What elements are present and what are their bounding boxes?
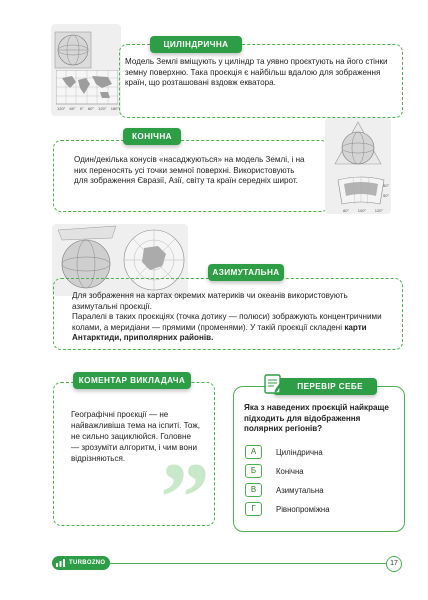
brand-text: TURBOZNO [69, 560, 106, 566]
axis-label: 120° [57, 106, 66, 111]
axis-label: 80° [343, 208, 350, 213]
azimuthal-text [72, 291, 392, 344]
option-letter[interactable]: В [245, 483, 262, 497]
azimuthal-paragraph-1: Для зображення на картах окремих материків чи океанів використовують азимутальні проєкції. [72, 291, 348, 311]
option-letter[interactable]: Г [245, 502, 262, 516]
footer-divider [110, 563, 386, 564]
azimuthal-paragraph-2 [72, 312, 392, 344]
azimuthal-title: АЗИМУТАЛЬНА [208, 264, 284, 281]
world-map-illustration [56, 70, 118, 110]
option-text[interactable]: Азимутальна [276, 486, 324, 495]
globe-cone-illustration [325, 118, 391, 174]
axis-label: 120° [374, 208, 383, 213]
axis-label: 120° [98, 106, 107, 111]
conic-axis [343, 208, 383, 213]
conic-map-illustration [336, 176, 386, 208]
option-text[interactable]: Конічна [276, 467, 304, 476]
teacher-title: КОМЕНТАР ВИКЛАДАЧА [73, 372, 191, 389]
axis-label: 0° [79, 106, 84, 111]
axis-label: 60° [383, 183, 390, 188]
page-number: 17 [386, 556, 402, 572]
conic-side-labels [383, 181, 389, 201]
teacher-text: Географічні проєкції — не найважливіша тема на іспиті. Тож, не сильно зациклюйся. Головне — зрозуміти алгоритм, і чим вони відрізняються. [71, 410, 200, 463]
cylindrical-title: ЦИЛІНДРИЧНА [150, 36, 242, 53]
quote-icon: ” [160, 442, 210, 553]
axis-label: 50° [383, 193, 390, 198]
quiz-question: Яка з наведених проєкцій найкраще підходить для відображення полярних регіонів? [244, 403, 389, 434]
option-text[interactable]: Циліндрична [276, 448, 323, 457]
azimuthal-paragraph-2-bold: карти Антарктиди, приполярних районів. [72, 322, 367, 343]
axis-label: 60° [69, 106, 76, 111]
azimuthal-paragraph-2-text: Паралелі в таких проєкціях (точка дотику — полюси) зображують концентричними колами, а меридіани — прямими (променями). У такій проєкції складені [72, 312, 382, 332]
option-letter[interactable]: А [245, 445, 262, 459]
axis-label: 60° [87, 106, 94, 111]
axis-label: 180° [110, 106, 119, 111]
pencil-notepad-icon [262, 372, 286, 396]
footer-brand [52, 556, 110, 570]
cylindrical-axis [57, 106, 119, 112]
cylindrical-text: Модель Землі вміщують у циліндр та уявно проєктують на його стінки земну поверхню. Така проєкція є найбільш вдалою для зображення країн, що розташовані вздовж екватора. [125, 57, 388, 88]
conic-title: КОНІЧНА [123, 128, 181, 145]
option-text[interactable]: Рівнопроміжна [276, 505, 330, 514]
conic-text: Один/декілька конусів «насаджуються» на модель Землі, і на них переносять усі точки земної поверхні. Використовують для зображення Євразії, Азії, світу та країн середніх широт. [74, 155, 305, 186]
option-letter[interactable]: Б [245, 464, 262, 478]
quiz-title: ПЕРЕВІР СЕБЕ [273, 378, 377, 395]
turbozno-logo-icon [56, 559, 65, 567]
axis-label: 100° [357, 208, 367, 213]
